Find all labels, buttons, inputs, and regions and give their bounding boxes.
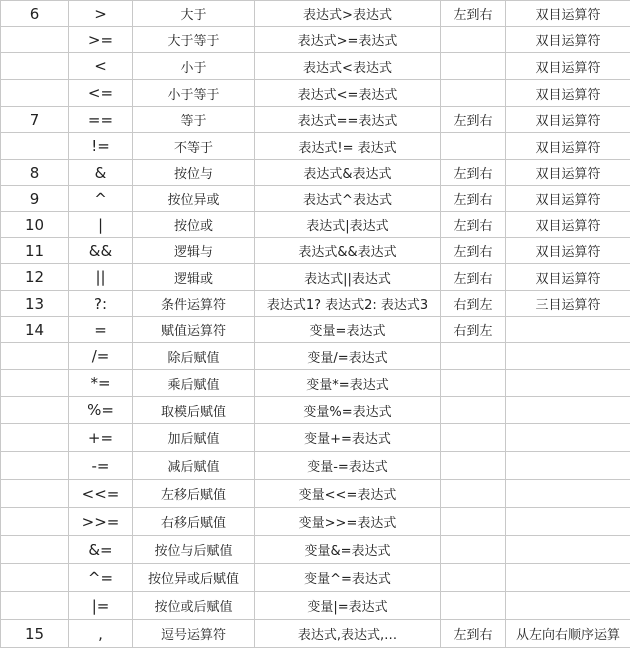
associativity-cell bbox=[441, 397, 506, 424]
name-cell: 取模后赋值 bbox=[133, 397, 255, 424]
name-cell: 逻辑与 bbox=[133, 238, 255, 264]
operator-cell: != bbox=[69, 133, 133, 160]
table-row bbox=[1, 1, 630, 27]
usage-cell: 表达式|表达式 bbox=[255, 212, 441, 238]
precedence-cell: 6 bbox=[1, 1, 69, 27]
precedence-cell bbox=[1, 397, 69, 424]
usage-cell: 表达式&表达式 bbox=[255, 160, 441, 186]
associativity-cell bbox=[441, 564, 506, 592]
table-row bbox=[1, 264, 630, 291]
usage-cell: 表达式||表达式 bbox=[255, 264, 441, 291]
table-row bbox=[1, 343, 630, 370]
note-cell: 双目运算符 bbox=[506, 238, 630, 264]
note-cell: 双目运算符 bbox=[506, 80, 630, 107]
name-cell: 按位异或 bbox=[133, 186, 255, 212]
associativity-cell: 左到右 bbox=[441, 238, 506, 264]
note-cell: 双目运算符 bbox=[506, 160, 630, 186]
usage-cell: 表达式,表达式,… bbox=[255, 620, 441, 648]
name-cell: 大于 bbox=[133, 1, 255, 27]
note-cell bbox=[506, 317, 630, 343]
name-cell: 逗号运算符 bbox=[133, 620, 255, 648]
precedence-cell: 10 bbox=[1, 212, 69, 238]
note-cell: 双目运算符 bbox=[506, 133, 630, 160]
precedence-cell bbox=[1, 133, 69, 160]
associativity-cell: 左到右 bbox=[441, 160, 506, 186]
table-row bbox=[1, 564, 630, 592]
table-row bbox=[1, 508, 630, 536]
note-cell bbox=[506, 508, 630, 536]
note-cell bbox=[506, 397, 630, 424]
precedence-cell bbox=[1, 343, 69, 370]
note-cell: 双目运算符 bbox=[506, 186, 630, 212]
name-cell: 乘后赋值 bbox=[133, 370, 255, 397]
note-cell bbox=[506, 343, 630, 370]
operator-cell: *= bbox=[69, 370, 133, 397]
usage-cell: 变量-=表达式 bbox=[255, 452, 441, 480]
name-cell: 左移后赋值 bbox=[133, 480, 255, 508]
note-cell bbox=[506, 480, 630, 508]
precedence-cell: 9 bbox=[1, 186, 69, 212]
table-row bbox=[1, 620, 630, 648]
operator-cell: && bbox=[69, 238, 133, 264]
table-row bbox=[1, 160, 630, 186]
table-row bbox=[1, 317, 630, 343]
name-cell: 不等于 bbox=[133, 133, 255, 160]
precedence-cell: 11 bbox=[1, 238, 69, 264]
note-cell bbox=[506, 424, 630, 452]
note-cell: 双目运算符 bbox=[506, 264, 630, 291]
associativity-cell: 右到左 bbox=[441, 291, 506, 317]
usage-cell: 表达式1? 表达式2: 表达式3 bbox=[255, 291, 441, 317]
operator-cell: | bbox=[69, 212, 133, 238]
name-cell: 按位或后赋值 bbox=[133, 592, 255, 620]
associativity-cell bbox=[441, 592, 506, 620]
note-cell bbox=[506, 452, 630, 480]
name-cell: 按位或 bbox=[133, 212, 255, 238]
operator-cell: += bbox=[69, 424, 133, 452]
operator-cell: || bbox=[69, 264, 133, 291]
operator-cell: <<= bbox=[69, 480, 133, 508]
name-cell: 加后赋值 bbox=[133, 424, 255, 452]
name-cell: 等于 bbox=[133, 107, 255, 133]
operator-cell: >= bbox=[69, 27, 133, 53]
associativity-cell: 左到右 bbox=[441, 212, 506, 238]
usage-cell: 变量%=表达式 bbox=[255, 397, 441, 424]
associativity-cell: 左到右 bbox=[441, 620, 506, 648]
table-row bbox=[1, 424, 630, 452]
precedence-cell: 14 bbox=[1, 317, 69, 343]
precedence-cell: 12 bbox=[1, 264, 69, 291]
associativity-cell bbox=[441, 508, 506, 536]
table-row bbox=[1, 291, 630, 317]
table-row bbox=[1, 27, 630, 53]
usage-cell: 变量*=表达式 bbox=[255, 370, 441, 397]
associativity-cell bbox=[441, 53, 506, 80]
name-cell: 按位异或后赋值 bbox=[133, 564, 255, 592]
table-row bbox=[1, 592, 630, 620]
name-cell: 按位与 bbox=[133, 160, 255, 186]
usage-cell: 变量+=表达式 bbox=[255, 424, 441, 452]
note-cell bbox=[506, 370, 630, 397]
associativity-cell bbox=[441, 80, 506, 107]
name-cell: 除后赋值 bbox=[133, 343, 255, 370]
associativity-cell bbox=[441, 536, 506, 564]
name-cell: 按位与后赋值 bbox=[133, 536, 255, 564]
usage-cell: 变量>>=表达式 bbox=[255, 508, 441, 536]
name-cell: 小于 bbox=[133, 53, 255, 80]
name-cell: 大于等于 bbox=[133, 27, 255, 53]
table-body bbox=[1, 1, 630, 648]
precedence-cell bbox=[1, 452, 69, 480]
usage-cell: 表达式>=表达式 bbox=[255, 27, 441, 53]
precedence-cell: 13 bbox=[1, 291, 69, 317]
table-row bbox=[1, 397, 630, 424]
note-cell: 双目运算符 bbox=[506, 1, 630, 27]
operator-cell: == bbox=[69, 107, 133, 133]
precedence-cell: 15 bbox=[1, 620, 69, 648]
note-cell: 双目运算符 bbox=[506, 212, 630, 238]
associativity-cell bbox=[441, 424, 506, 452]
usage-cell: 变量<<=表达式 bbox=[255, 480, 441, 508]
name-cell: 条件运算符 bbox=[133, 291, 255, 317]
usage-cell: 表达式==表达式 bbox=[255, 107, 441, 133]
note-cell: 从左向右顺序运算 bbox=[506, 620, 630, 648]
usage-cell: 表达式>表达式 bbox=[255, 1, 441, 27]
precedence-cell bbox=[1, 480, 69, 508]
usage-cell: 变量=表达式 bbox=[255, 317, 441, 343]
name-cell: 逻辑或 bbox=[133, 264, 255, 291]
associativity-cell: 左到右 bbox=[441, 1, 506, 27]
operator-cell: &= bbox=[69, 536, 133, 564]
associativity-cell: 右到左 bbox=[441, 317, 506, 343]
usage-cell: 表达式<表达式 bbox=[255, 53, 441, 80]
note-cell: 双目运算符 bbox=[506, 107, 630, 133]
precedence-cell bbox=[1, 508, 69, 536]
associativity-cell bbox=[441, 370, 506, 397]
associativity-cell bbox=[441, 452, 506, 480]
table-row bbox=[1, 370, 630, 397]
table-row bbox=[1, 536, 630, 564]
usage-cell: 变量&=表达式 bbox=[255, 536, 441, 564]
table-row bbox=[1, 133, 630, 160]
operator-cell: ?: bbox=[69, 291, 133, 317]
table-row bbox=[1, 186, 630, 212]
precedence-cell bbox=[1, 370, 69, 397]
note-cell: 三目运算符 bbox=[506, 291, 630, 317]
table-row bbox=[1, 107, 630, 133]
precedence-cell: 8 bbox=[1, 160, 69, 186]
table-row bbox=[1, 452, 630, 480]
operator-cell: /= bbox=[69, 343, 133, 370]
precedence-cell bbox=[1, 80, 69, 107]
operator-cell: |= bbox=[69, 592, 133, 620]
operator-cell: ^ bbox=[69, 186, 133, 212]
precedence-cell bbox=[1, 592, 69, 620]
table-row bbox=[1, 80, 630, 107]
operator-cell: & bbox=[69, 160, 133, 186]
table-row bbox=[1, 238, 630, 264]
precedence-cell bbox=[1, 536, 69, 564]
note-cell bbox=[506, 592, 630, 620]
note-cell: 双目运算符 bbox=[506, 27, 630, 53]
associativity-cell bbox=[441, 27, 506, 53]
operator-cell: %= bbox=[69, 397, 133, 424]
table-row bbox=[1, 53, 630, 80]
usage-cell: 表达式^表达式 bbox=[255, 186, 441, 212]
table-row bbox=[1, 212, 630, 238]
note-cell bbox=[506, 536, 630, 564]
usage-cell: 变量^=表达式 bbox=[255, 564, 441, 592]
operator-cell: = bbox=[69, 317, 133, 343]
operator-cell: -= bbox=[69, 452, 133, 480]
usage-cell: 变量/=表达式 bbox=[255, 343, 441, 370]
associativity-cell bbox=[441, 133, 506, 160]
operator-cell: > bbox=[69, 1, 133, 27]
operator-cell: ^= bbox=[69, 564, 133, 592]
operator-cell: <= bbox=[69, 80, 133, 107]
usage-cell: 表达式!= 表达式 bbox=[255, 133, 441, 160]
associativity-cell: 左到右 bbox=[441, 264, 506, 291]
operator-cell: < bbox=[69, 53, 133, 80]
operator-cell: , bbox=[69, 620, 133, 648]
associativity-cell bbox=[441, 343, 506, 370]
precedence-cell bbox=[1, 564, 69, 592]
table-row bbox=[1, 480, 630, 508]
name-cell: 减后赋值 bbox=[133, 452, 255, 480]
precedence-cell bbox=[1, 53, 69, 80]
usage-cell: 表达式&&表达式 bbox=[255, 238, 441, 264]
associativity-cell bbox=[441, 480, 506, 508]
precedence-cell bbox=[1, 424, 69, 452]
usage-cell: 表达式<=表达式 bbox=[255, 80, 441, 107]
name-cell: 赋值运算符 bbox=[133, 317, 255, 343]
precedence-cell: 7 bbox=[1, 107, 69, 133]
name-cell: 小于等于 bbox=[133, 80, 255, 107]
note-cell bbox=[506, 564, 630, 592]
associativity-cell: 左到右 bbox=[441, 107, 506, 133]
note-cell: 双目运算符 bbox=[506, 53, 630, 80]
name-cell: 右移后赋值 bbox=[133, 508, 255, 536]
operator-cell: >>= bbox=[69, 508, 133, 536]
usage-cell: 变量|=表达式 bbox=[255, 592, 441, 620]
precedence-cell bbox=[1, 27, 69, 53]
associativity-cell: 左到右 bbox=[441, 186, 506, 212]
